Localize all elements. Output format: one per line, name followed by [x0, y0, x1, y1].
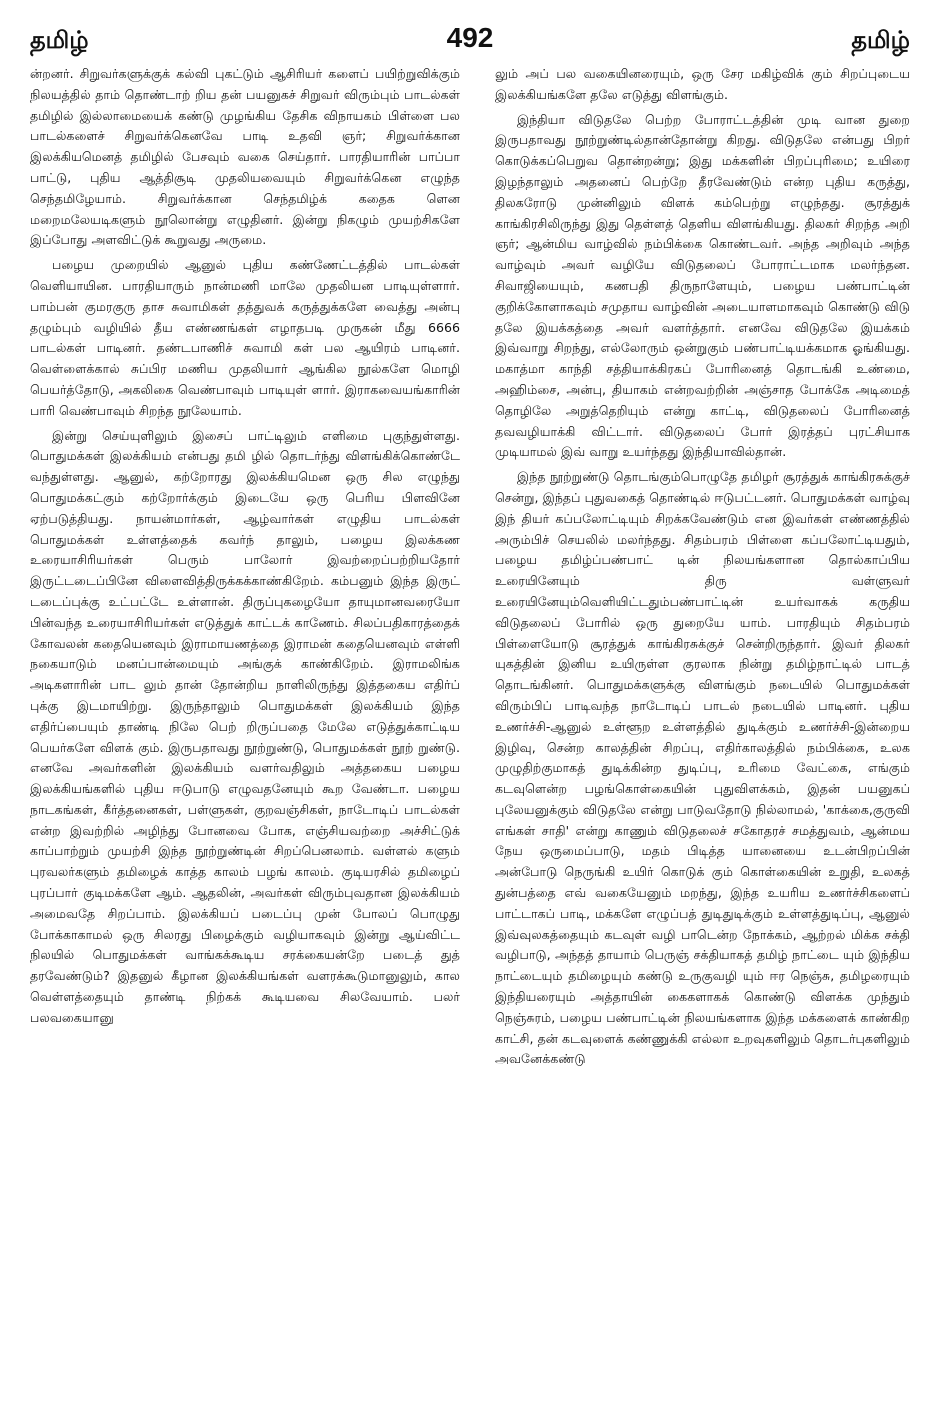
paragraph: இந்தியா விடுதலே பெற்ற போராட்டத்தின் முடி வான துறை இருபதாவது நூற்றுண்டில்தான்தோன்று கிறது. விடுதலே என்பது பிறர் கொடுக்கப்பெறுவ தொன்றன்று; இது மக்களின் பிறப்புரிமை; உயிரை இழந்தாலும் அதனைப் பெற்றே தீரவேண்டும் என்ற புதிய கருத்து, திலகரோடு முன்னிலும் விளக் கம்பெற்று எழுந்தது. சூரத்துக் காங்கிரசிலிருந்து இது தெள்ளத் தெளிய விளங்கியது. திலகர் சிறந்த அறி ஞர்; ஆன்மிய வாழ்வில் நம்பிக்கை கொண்டவர். அந்த அறிவும் அந்த வாழ்வும் அவர் வழியே விடுதலைப் போராட்டமாக மலர்ந்தன. சிவாஜியையும், கணபதி திருநாளேயும், பழைய பண்பாட்டின் குறிக்கோளாகவும் சமுதாய வாழ்வின் அடையாளமாகவும் கொண்டு விடு தலே இயக்கத்தை அவர் வளர்த்தார். எனவே விடுதலே இயக்கம் இவ்வாறு சிறந்து, எல்லோரும் ஒன்றுகும் பண்பாட்டியக்கமாக ஓங்கியது. மகாத்மா காந்தி சத்தியாக்கிரகப் போரினைத் தொடங்கி உண்மை, அஹிம்சை, அன்பு, தியாகம் என்றவற்றின் அஞ்சாத போக்கே அடிமைத் தொழிலே அறுத்தெறியும் என்று காட்டி, விடுதலைப் போரினைத் தவவழியாக்கி விட்டார். விடுதலைப் போர் இரத்தப் புரட்சியாக முடியாமல் இவ் வாறு உயர்ந்தது இந்தியாவில்தான். [495, 111, 910, 460]
page-header [30, 22, 910, 62]
paragraph: இந்த நூற்றுண்டு தொடங்கும்பொழுதே தமிழர் சூரத்துக் காங்கிரசுக்குச் சென்று, இந்தப் புதுவகைத் தொண்டில் ஈடுபட்டனர். பொதுமக்கள் வாழ்வு இந் தியர் கப்பலோட்டியும் சிறக்கவேண்டும் என இவர்கள் எண்ணத்தில் அரும்பிச் செயலில் மலர்ந்தது. சிதம்பரம் பிள்ளை கப்பலோட்டியதும், பழைய தமிழ்ப்பண்பாட் டின் நிலயங்களான தொல்காப்பிய உரையினேயும் திரு வள்ளுவர் உரையினேயும்வெளியிட்டதும்பண்பாட்டின் உயர்வாகக் கருதிய விடுதலைப் போரில் ஒரு துறையே யாம். பாரதியும் சிதம்பரம் பிள்ளையோடு சூரத்துக் காங்கிரசுக்குச் சென்றிருந்தார். இவர் திலகர் யுகத்தின் இனிய உயிருள்ள குரலாக நின்று தமிழ்நாட்டில் பாடத் தொடங்கினர். பொதுமக்களுக்கு விளங்கும் நடையில் பொதுமக்கள் விரும்பிப் பாடிவந்த நாடோடிப் பாடல் நடையில் பாடினர். புதிய உணர்ச்சி-ஆனுல் உள்ளூற உள்ளத்தில் துடிக்கும் உணர்ச்சி-இன்றைய இழிவு, சென்ற காலத்தின் சிறப்பு, எதிர்காலத்தில் நம்பிக்கை, உலக முழுதிற்குமாகத் துடிக்கின்ற துடிப்பு, உரிமை வேட்கை, எங்கும் கடவுளென்ற பழங்கொள்கையின் புதுவிளக்கம், இதன் பயனுகப் புலேயனுக்கும் விடுதலே என்று பாடுவதோடு நில்லாமல், 'காக்கை,குருவி எங்கள் சாதி' என்று காணும் விடுதலைச் சகோதரச் சமத்துவம், ஆன்மய நேய ஒருமைப்பாடு, மதம் பிடித்த யானையை உடன்பிறப்பின் அன்போடு நெருங்கி உயிர் கொடுக் கும் கொள்கையின் உறுதி, உலகத் துன்பத்தை எவ் வகையேனும் மறந்து, இந்த உயரிய உணர்ச்சிகளைப் பாட்டாகப் பாடி, மக்களே எழுப்பத் துடிதுடிக்கும் உள்ளத்துடிப்பு, ஆனுல் இவ்வுலகத்தையும் கடவுள் வழி பாடென்ற நோக்கம், ஆற்றல் மிக்க சக்தி வழிபாடு, அந்தத் தாயாம் பெருஞ் சக்தியாகத் தமிழ் நாட்டை யும் இந்திய நாட்டையும் தமிழையும் கண்டு உருகுவழி யும் ஈர நெஞ்சு, தமிழரையும் இந்தியரையும் அத்தாயின் கைகளாகக் கொண்டு விளக்க முந்தும் நெஞ்சுரம், பழைய பண்பாட்டின் நிலயங்களாக இந்த மக்களைக் காண்கிற காட்சி, தன் கடவுளைக் கண்ணுக்கி எல்லா உறவுகளிலும் தொடர்புகளிலும் அவனேக்கண்டு [495, 469, 910, 1067]
right-column [495, 64, 910, 1414]
paragraph: ன்றனர். சிறுவர்களுக்குக் கல்வி புகட்டும் ஆசிரியர் களைப் பயிற்றுவிக்கும் நிலயத்தில் தாம் தொண்டாற் றிய தன் பயனுகச் சிறுவர் விரும்பும் பாடல்கள் தமிழில் இல்லாமையைக் கண்டு முழங்கிய தேசிக விநாயகம் பிள்ளை பல பாடல்களைச் சிறுவர்க்கெனவே பாடி உதவி ஞர்; சிறுவர்க்கான இலக்கியமெனத் தமிழில் பேசவும் வகை செய்தார். பாரதியாரின் பாப்பா பாட்டு, புதிய ஆத்திசூடி முதலியவையும் சிறுவர்க்கென எழுந்த செந்தமிழேயாம். சிறுவர்க்கான செந்தமிழ்க் கதைக ளென மறைமலேயடிகளும் நூலொன்று எழுதினர். இன்று நிகழும் முயற்சிகளே இப்போது அளவிட்டுக் கூறுவது அருமை. [30, 66, 460, 248]
paragraph: லும் அப் பல வகையினரையும், ஒரு சேர மகிழ்விக் கும் சிறப்புடைய இலக்கியங்களே தலே எடுத்து விளங்கும். [495, 66, 910, 102]
text-columns [30, 64, 910, 1414]
page-number: 492 [446, 22, 494, 53]
paragraph: பழைய முறையில் ஆனுல் புதிய கண்ணேட்டத்தில் பாடல்கள் வெளியாயின. பாரதியாரும் நான்மணி மாலே முதலியன பாடியுள்ளார். பாம்பன் குமரகுரு தாச சுவாமிகள் தத்துவக் கருத்துக்களே வைத்து அன்பு தழும்பும் வழியில் தீய எண்ணங்கள் எழாதபடி முருகன் மீது 6666 பாடல்கள் பாடினர். தண்டபாணிச் சுவாமி கள் பல ஆயிரம் பாடினர். வெள்ளைக்கால் சுப்பிர மணிய முதலியார் ஆங்கில நூல்களே மொழி பெயர்த்தோடு, அகலிகை வெண்பாவும் பாடியுள் ளார். இராகவையங்காரின் பாரி வெண்பாவும் சிறந்த நூலேயாம். [30, 257, 460, 418]
left-column [30, 64, 460, 1414]
paragraph: இன்று செய்யுளிலும் இசைப் பாட்டிலும் எளிமை புகுந்துள்ளது. பொதுமக்கள் இலக்கியம் என்பது தமி ழில் தொடர்ந்து விளங்கிக்கொண்டே வந்துள்ளது. ஆனுல், கற்றோரது இலக்கியமென ஒரு சில எழுந்து பொதுமக்கட்கும் கற்றோர்க்கும் இடையே ஒரு பெரிய பிளவினே ஏற்படுத்தியது. நாயன்மார்கள், ஆழ்வார்கள் எழுதிய பாடல்கள் பொதுமக்கள் உள்ளத்தைக் கவர்ந் தாலும், பழைய இலக்கண உரையாசிரியர்கள் பெரும் பாலோர் இவற்றைப்பற்றியதோர் இருட்டடைப்பினே விளைவித்திருக்கக்காண்கிறேம். கம்பனும் இந்த இருட் டடைப்புக்கு உட்பட்டே உள்ளான். திருப்புகழையோ தாயுமானவரையோ பின்வந்த உரையாசிரியர்கள் எடுத்துக் காட்டக் காணேம். சிலப்பதிகாரத்தைக் கோவலன் கதையெனவும் இராமாயணத்தை இராமன் கதையெனவும் எள்ளி நகையாடும் மனப்பான்மையும் அங்குக் காண்கிறேம். இராமலிங்க அடிகளாரின் பாட லும் தான் தோன்றிய நாளிலிருந்து இத்தகைய எதிர்ப் புக்கு இடமாயிற்று. இருந்தாலும் பொதுமக்கள் இலக்கியம் இந்த எதிர்ப்பையும் தாண்டி நிலே பெற் றிருப்பதை மேலே எடுத்துக்காட்டிய பெயர்களே விளக் கும். இருபதாவது நூற்றுண்டு, பொதுமக்கள் நூற் றுண்டு. எனவே அவர்களின் இலக்கியம் வளர்வதிலும் அத்தகைய பழைய இலக்கியங்களில் புதிய ஈடுபாடு எழுவதனேயும் கூற வேண்டா. பழைய நாடகங்கள், கீர்த்தனைகள், பள்ளுகள், குறவஞ்சிகள், நாடோடிப் பாடல்கள் என்ற இவற்றில் அழிந்து போனவை போக, எஞ்சியவற்றை அச்சிட்டுக் காப்பாற்றும் முயற்சி இந்த நூற்றுண்டின் சிறப்பெனலாம். வள்ளல் களும் புரவலர்களும் தமிழைக் காத்த காலம் பழங் காலம். குடியரசில் தமிழைப் புரப்பார் குடிமக்களே ஆம். ஆதலின், அவர்கள் விரும்புவதான இலக்கியம் அமைவதே சிறப்பாம். இலக்கியப் படைப்பு முன் போலப் பொழுது போக்காகாமல் ஒரு சிலரது பிழைக்கும் வழியாகவும் இன்று ஆய்விட்ட நிலயில் பொதுமக்கள் வாங்கக்கூடிய சரக்கையன்றே படைத் துத் தரவேண்டும்? இதனுல் கீழான இலக்கியங்கள் வளரக்கூடுமானுலும், கால வெள்ளத்தையும் தாண்டி நிற்கக் கூடியவை சிலவேயாம். பலர் பலவகையானு [30, 427, 460, 1025]
running-title-right: தமிழ் [851, 26, 910, 54]
running-title-left: தமிழ் [30, 26, 89, 54]
